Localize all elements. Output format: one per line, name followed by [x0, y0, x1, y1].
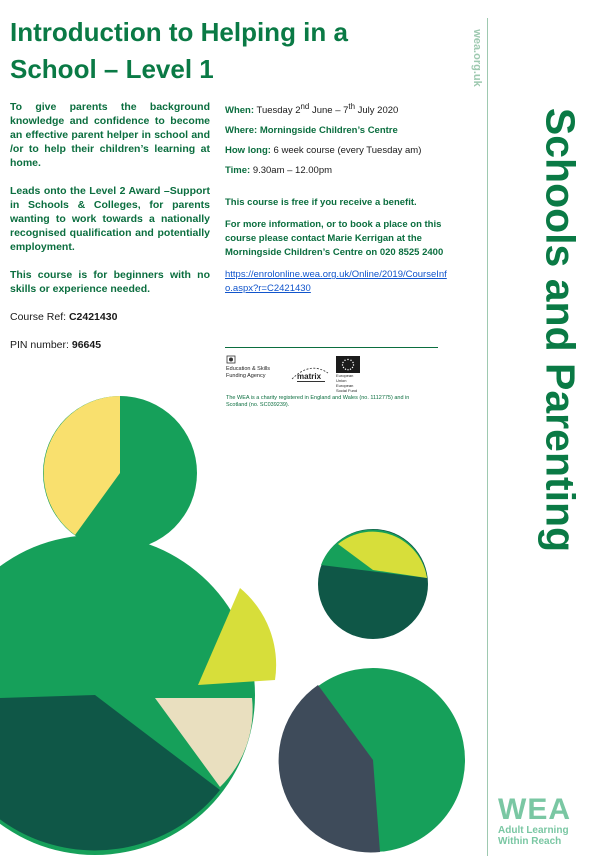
matrix-logo-text: matrix	[297, 372, 322, 381]
decorative-circle-1	[43, 396, 197, 550]
when-value-end: July 2020	[355, 105, 399, 117]
esfa-line-2: Funding Agency	[226, 373, 266, 379]
decorative-circle-big	[0, 535, 255, 855]
eu-line-1: European Union	[336, 373, 354, 383]
enrol-link-row	[225, 268, 450, 296]
when-sup-2: th	[348, 102, 355, 111]
crest-icon	[226, 355, 236, 364]
eu-flag-icon	[336, 356, 360, 373]
booking-note: For more information, or to book a place on this course please contact Marie Kerrigan at the Morningside Children’s Centre on 020 8525 2400	[225, 219, 444, 259]
when-value-start: Tuesday 2	[256, 105, 301, 117]
vertical-title	[525, 60, 595, 600]
how-long-value: 6 week course (every Tuesday am)	[273, 145, 422, 157]
course-ref	[10, 310, 210, 324]
where-label: Where:	[225, 125, 258, 137]
divider	[225, 347, 438, 348]
time-value: 9.30am – 12.00pm	[252, 165, 333, 177]
decorative-circles	[0, 380, 490, 862]
intro-paragraph-3: This course is for beginners with no skills or experience needed.	[10, 269, 210, 295]
pin-number	[10, 338, 210, 352]
intro-column	[10, 100, 210, 366]
wea-logo	[498, 795, 598, 847]
where-value: Morningside Children’s Centre	[259, 125, 398, 137]
when-label: When:	[225, 105, 255, 117]
eu-stars-icon	[336, 356, 360, 373]
when-sup-1: nd	[300, 102, 310, 111]
when-value-middle: June – 7	[309, 105, 349, 117]
side-url	[468, 18, 486, 98]
pin-value: 96645	[71, 339, 102, 351]
decorative-circle-3	[279, 668, 465, 852]
intro-paragraph-1: To give parents the background knowledge and confidence to become an effective parent helper in school and /or to help their children’s learning at home.	[10, 101, 210, 169]
decorative-circle-2	[318, 529, 428, 639]
time-label: Time:	[225, 165, 251, 177]
how-long-row	[225, 144, 450, 158]
details-column	[225, 100, 450, 302]
vertical-title-text: Schools and Parenting	[537, 107, 584, 553]
side-url-text: wea.org.uk	[471, 29, 483, 87]
intro-paragraph-2: Leads onto the Level 2 Award –Support in Schools & Colleges, for parents wanting to work towards a nationally recognised qualification and potentially employment.	[10, 185, 210, 253]
wea-tagline-1: Adult Learning	[498, 825, 569, 836]
pin-label: PIN number:	[10, 339, 69, 351]
when-row	[225, 100, 450, 118]
enrol-link[interactable]: https://enrolonline.wea.org.uk/Online/2019/CourseInfo.aspx?r=C2421430	[225, 269, 447, 295]
esfa-line-1: Education & Skills	[226, 366, 271, 372]
where-row	[225, 124, 450, 138]
how-long-label: How long:	[225, 145, 271, 157]
charity-statement: The WEA is a charity registered in England and Wales (no. 1112775) and in Scotland (no. SC039239).	[226, 395, 410, 408]
esfa-logo	[226, 355, 282, 380]
eu-line-2: European Social Fund	[336, 383, 358, 393]
time-row	[225, 164, 450, 178]
wea-logo-mark: WEA	[498, 793, 571, 826]
page-title: Introduction to Helping in a School – Level 1	[10, 17, 348, 84]
wea-tagline-2: Within Reach	[498, 836, 562, 847]
free-note: This course is free if you receive a benefit.	[225, 197, 417, 209]
course-ref-label: Course Ref:	[10, 311, 67, 323]
course-ref-value: C2421430	[68, 311, 118, 323]
